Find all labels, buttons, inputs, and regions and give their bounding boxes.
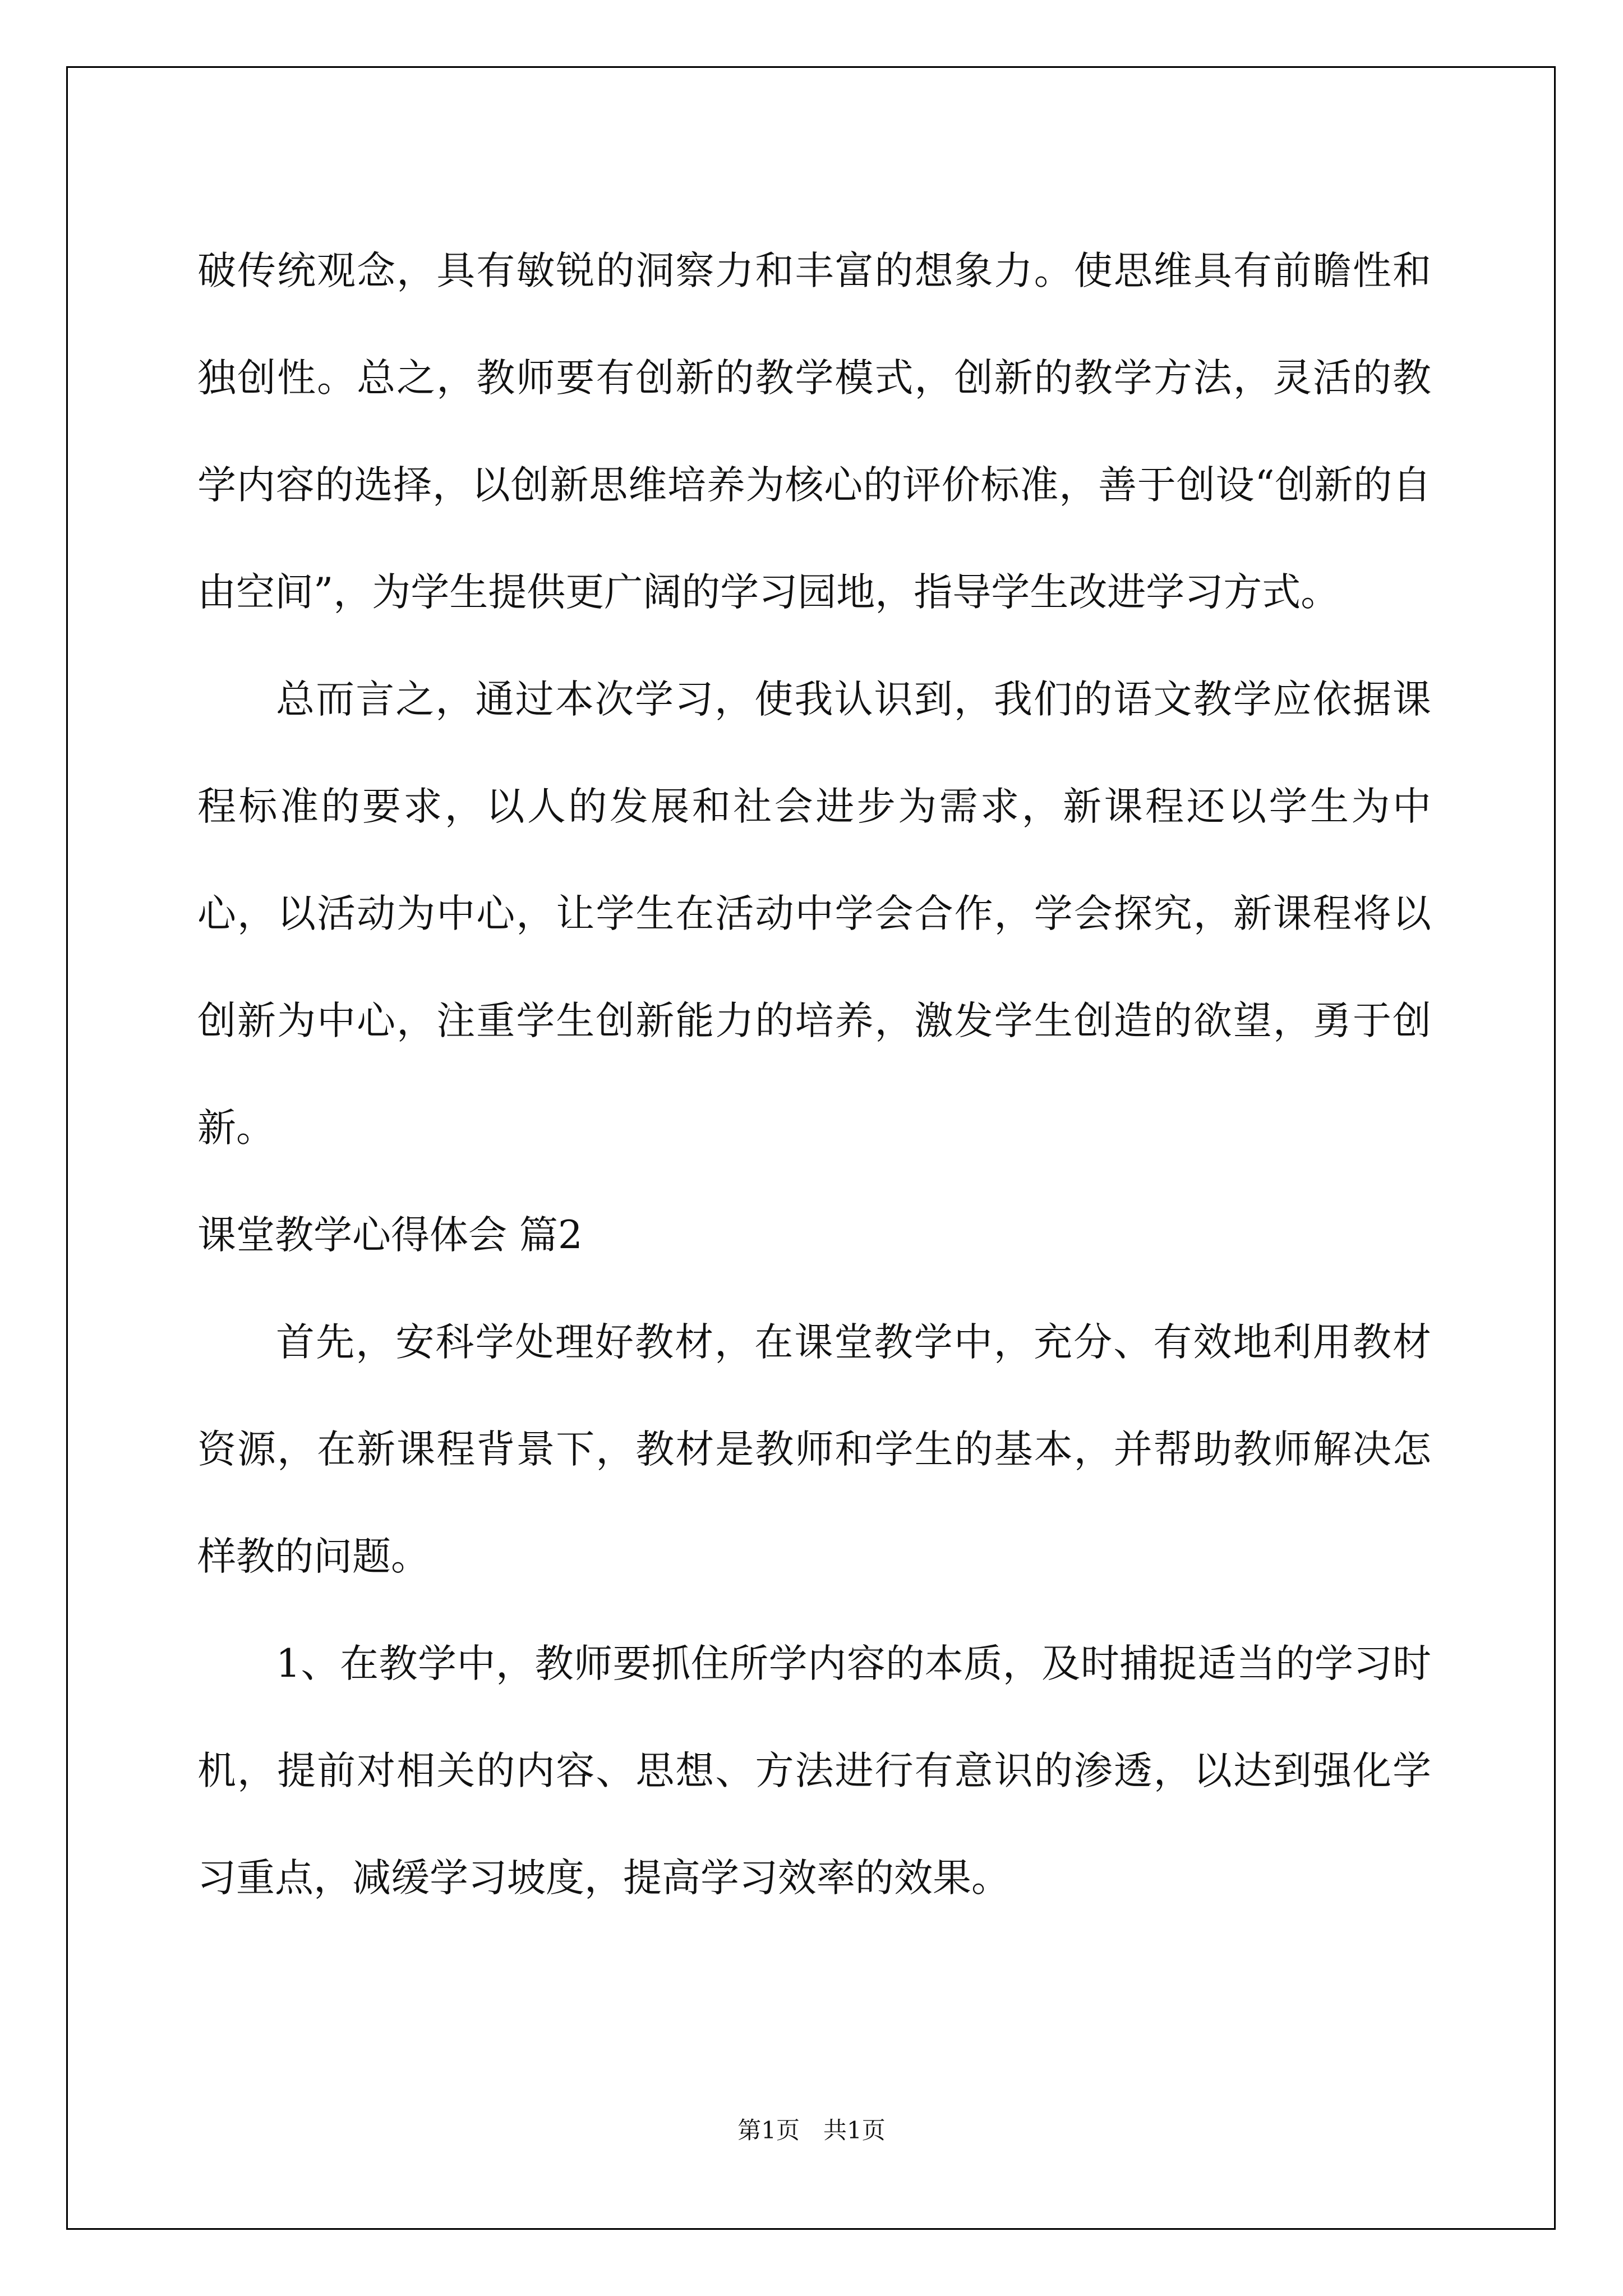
paragraph-continued: 破传统观念，具有敏锐的洞察力和丰富的想象力。使思维具有前瞻性和独创性。总之，教师要有创新的教学模式，创新的教学方法，灵活的教学内容的选择，以创新思维培养为核心的评价标准，善于创设“创新的自由空间”，为学生提供更广阔的学习园地，指导学生改进学习方式。: [197, 249, 1431, 615]
document-body: [197, 218, 1431, 1932]
section-heading: 课堂教学心得体会 篇2: [197, 1213, 583, 1258]
paragraph-summary: 总而言之，通过本次学习，使我认识到，我们的语文教学应依据课程标准的要求，以人的发展和社会进步为需求，新课程还以学生为中心，以活动为中心，让学生在活动中学会合作，学会探究，新课程将以创新为中心，注重学生创新能力的培养，激发学生创造的欲望，勇于创新。: [197, 677, 1431, 1151]
paragraph-first: 首先，安科学处理好教材，在课堂教学中，充分、有效地利用教材资源，在新课程背景下，教材是教师和学生的基本，并帮助教师解决怎样教的问题。: [197, 1320, 1431, 1579]
paragraph-point-1: 1、在教学中，教师要抓住所学内容的本质，及时捕捉适当的学习时机，提前对相关的内容、思想、方法进行有意识的渗透，以达到强化学习重点，减缓学习坡度，提高学习效率的效果。: [197, 1641, 1431, 1901]
page-footer: 第1页 共1页: [737, 2116, 886, 2144]
